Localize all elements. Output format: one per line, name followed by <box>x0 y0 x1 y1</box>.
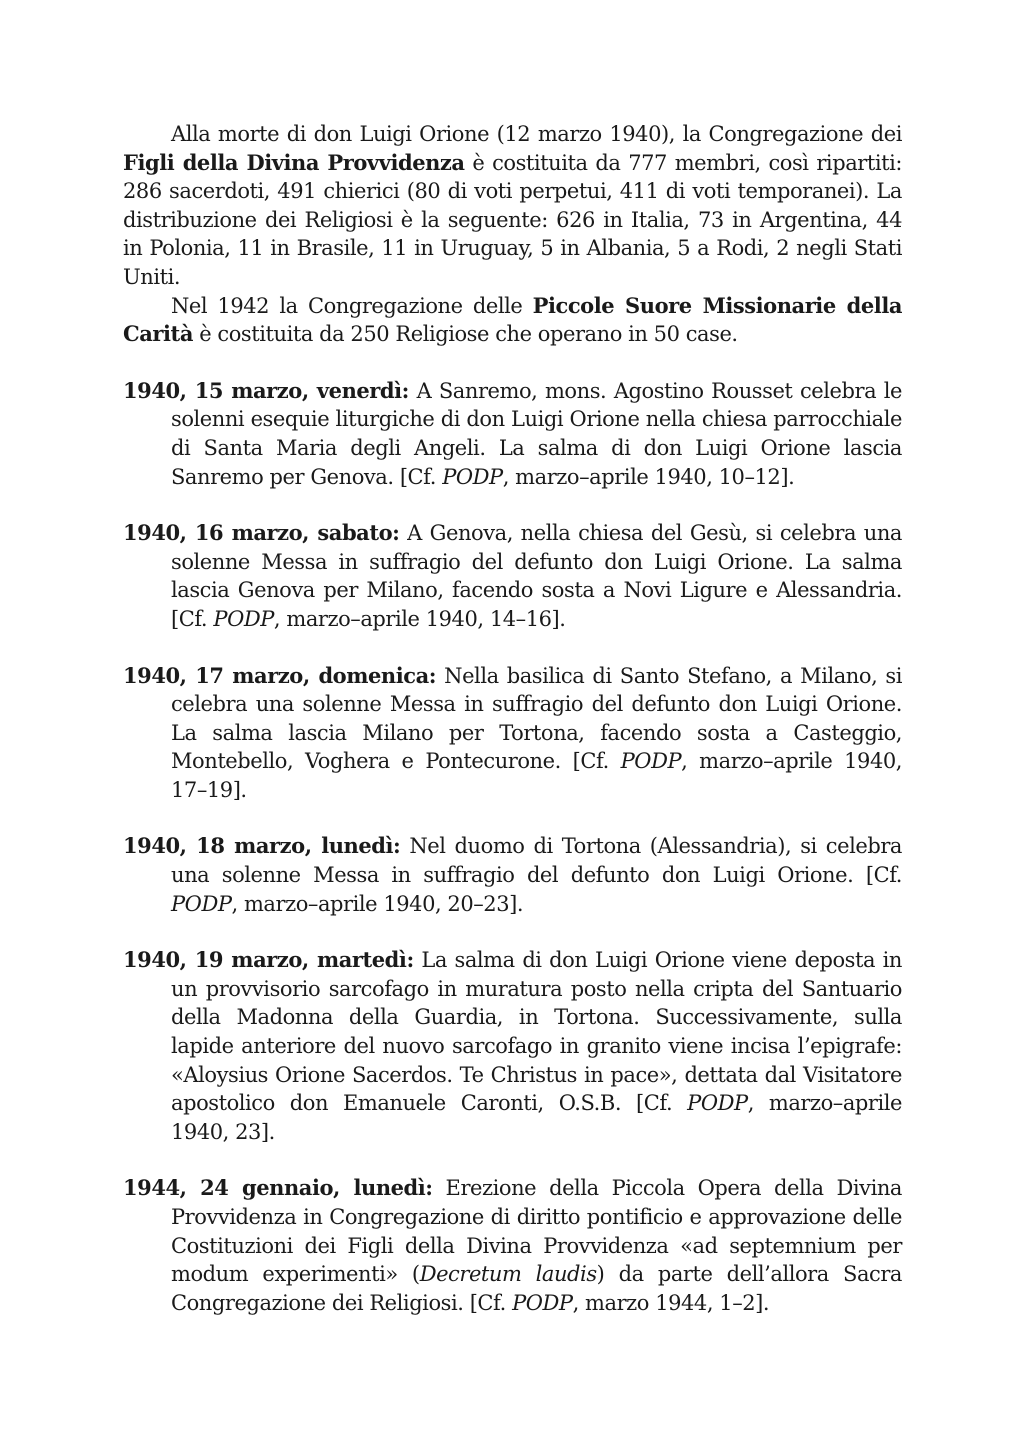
entry-date: 1940, 19 marzo, martedì: <box>123 947 414 973</box>
entry-text: A Sanremo, mons. Agostino Rousset celebra le solenni esequie liturgiche di don Luigi Orione nella chiesa parrocchiale di Santa Maria degli Angeli. La salma di don Luigi Orione lascia Sanremo per Genova. [Cf. <box>171 378 902 489</box>
chronology-entry <box>123 1174 902 1317</box>
entry-reference-tail: , marzo–aprile 1940, 23]. <box>171 1091 903 1144</box>
entry-date: 1940, 16 marzo, sabato: <box>123 520 400 546</box>
entry-reference: PODP <box>620 749 682 774</box>
entry-date: 1940, 15 marzo, venerdì: <box>123 377 409 403</box>
intro-paragraph-1 <box>123 120 902 292</box>
entry-reference: PODP <box>687 1091 748 1116</box>
entry-reference: PODP <box>213 606 274 631</box>
entry-italic-title: Decretum laudis <box>419 1262 597 1287</box>
entry-text: Nella basilica di Santo Stefano, a Milano, si celebra una solenne Messa in suffragio del defunto don Luigi Orione. La salma lascia Milano per Tortona, facendo sosta a Casteggio, Montebello, Voghera e Pontecurone. [Cf. <box>171 663 902 774</box>
entry-text: A Genova, nella chiesa del Gesù, si celebra una solenne Messa in suffragio del defunto don Luigi Orione. La salma lascia Genova per Milano, facendo sosta a Novi Ligure e Alessandria. [Cf. <box>171 521 902 631</box>
entry-reference: PODP <box>171 891 232 916</box>
entry-date: 1944, 24 gennaio, lunedì: <box>123 1175 433 1201</box>
entry-reference-tail: , marzo–aprile 1940, 10–12]. <box>502 464 795 489</box>
entry-reference-tail: , marzo 1944, 1–2]. <box>572 1290 770 1315</box>
entry-reference: PODP <box>442 464 503 489</box>
document-page <box>123 120 902 1317</box>
intro-paragraph-2 <box>123 292 902 349</box>
chronology-entry <box>123 662 902 805</box>
entry-reference: PODP <box>512 1290 573 1315</box>
intro-p1-bold-term: Figli della Divina Provvidenza <box>123 149 465 175</box>
chronology-entry <box>123 377 902 491</box>
entry-reference-tail: , marzo–aprile 1940, 17–19]. <box>171 749 903 802</box>
intro-p2-text-a: Nel 1942 la Congregazione delle <box>171 293 533 318</box>
intro-p1-text-c: è costituita da 777 membri, così ripartiti: 286 sacerdoti, 491 chierici (80 di voti perpetui, 411 di voti temporanei). La distribuzione dei Religiosi è la seguente: 626 in Italia, 73 in Argentina, 44 in Polonia, 11 in Brasile, 11 in Uruguay, 5 in Albania, 5 a Rodi, 2 negli Stati Uniti. <box>123 150 902 289</box>
entry-text: Erezione della Piccola Opera della Divina Provvidenza in Congregazione di diritto pontificio e approvazione delle Costituzioni dei Figli della Divina Provvidenza «ad septemnium per modum experimenti» ( <box>171 1176 902 1287</box>
chronology-entry <box>123 519 902 633</box>
intro-p2-bold-term: Piccole Suore Missionarie della Carità <box>123 292 903 347</box>
entry-reference-tail: , marzo–aprile 1940, 14–16]. <box>273 606 566 631</box>
entry-text: La salma di don Luigi Orione viene deposta in un provvisorio sarcofago in muratura posto nella cripta del Santuario della Madonna della Guardia, in Tortona. Successivamente, sulla lapide anteriore del nuovo sarcofago in granito viene incisa l’epigrafe: «Aloysius Orione Sacerdos. Te Christus in pace», dettata dal Visitatore apostolico don Emanuele Caronti, O.S.B. [Cf. <box>171 948 902 1116</box>
entry-text-continued: ) da parte dell’allora Sacra Congregazione dei Religiosi. [Cf. <box>171 1262 903 1315</box>
chronology-entry <box>123 946 902 1146</box>
entry-text: Nel duomo di Tortona (Alessandria), si celebra una solenne Messa in suffragio del defunto don Luigi Orione. [Cf. <box>171 834 902 888</box>
intro-p2-text-c: è costituita da 250 Religiose che operano in 50 case. <box>192 322 738 347</box>
intro-p1-text-a: Alla morte di don Luigi Orione (12 marzo 1940), la Congregazione dei <box>171 122 902 146</box>
entry-reference-tail: , marzo–aprile 1940, 20–23]. <box>231 891 524 916</box>
entry-date: 1940, 17 marzo, domenica: <box>123 662 437 688</box>
entry-date: 1940, 18 marzo, lunedì: <box>123 833 401 859</box>
chronology-entry <box>123 832 902 918</box>
